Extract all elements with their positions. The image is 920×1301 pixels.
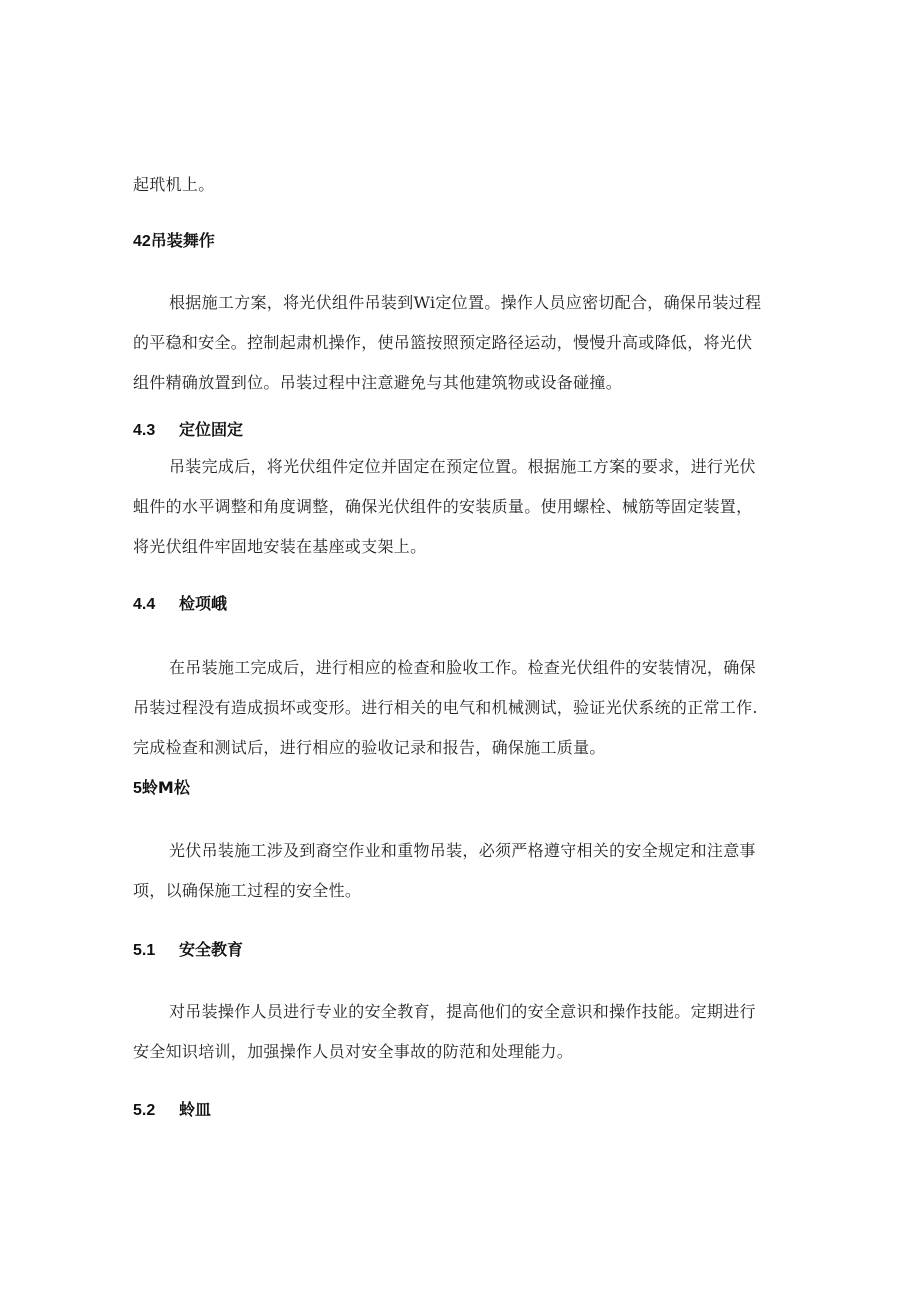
section-number: 5 (133, 780, 142, 797)
text-line: 安全知识培训，加强操作人员对安全事故的防范和处理能力。 (133, 1042, 574, 1061)
section-title: 定位固定 (179, 420, 244, 439)
paragraph-inspection-acceptance (133, 648, 785, 768)
text-line: 吊装过程没有造成损坏或变形。进行相关的电气和机械测试，验证光伏系统的正常工作. (133, 698, 758, 717)
paragraph-hoisting-operation (133, 283, 785, 403)
section-title: 蛉M松 (141, 778, 190, 797)
section-heading-4-3 (133, 417, 243, 440)
text-line: 将光伏组件牢固地安装在基座或支架上。 (133, 537, 427, 556)
section-number: 5.2 (133, 1102, 156, 1119)
section-heading-4-4 (133, 591, 227, 614)
section-number: 42 (133, 233, 151, 250)
section-title: 检项峨 (179, 594, 228, 613)
section-heading-5-1 (133, 937, 243, 960)
section-title: 吊装舞作 (150, 231, 215, 250)
section-number: 4.4 (133, 596, 156, 613)
section-number: 5.1 (133, 942, 156, 959)
text-line: 组件精确放置到位。吊装过程中注意避免与其他建筑物或设备碰撞。 (133, 373, 623, 392)
section-heading-5-2 (133, 1097, 211, 1120)
section-heading-4-2 (133, 228, 215, 251)
section-title: 安全教育 (179, 940, 244, 959)
text-line: 蛆件的水平调整和角度调整，确保光伏组件的安装质量。使用螺栓、械筋等固定装置， (133, 497, 753, 516)
section-title: 蛉皿 (179, 1100, 212, 1119)
text-line: 吊装完成后，将光伏组件定位并固定在预定位置。根据施工方案的要求，进行光伏 (169, 457, 756, 476)
text-line: 起玳机上。 (133, 175, 215, 194)
paragraph-positioning-fixing (133, 447, 785, 567)
section-number: 4.3 (133, 422, 156, 439)
text-line: 在吊装施工完成后，进行相应的检查和脸收工作。检查光伏组件的安装情况，确保 (169, 658, 756, 677)
text-line: 完成检查和测试后，进行相应的验收记录和报告，确保施工质量。 (133, 738, 606, 757)
text-line: 的平稳和安全。控制起肃机操作，使吊篮按照预定路径运动，慢慢升高或降低，将光伏 (133, 333, 753, 352)
text-line: 项，以确保施工过程的安全性。 (133, 881, 362, 900)
paragraph-safety-education (133, 992, 785, 1072)
text-line: 对吊装操作人员进行专业的安全教育，提高他们的安全意识和操作技能。定期进行 (169, 1002, 756, 1021)
paragraph-safety-intro (133, 831, 785, 911)
paragraph-continuation (133, 165, 785, 205)
text-line: 光伏吊装施工涉及到裔空作业和重物吊装，必须严格遵守相关的安全规定和注意事 (169, 841, 756, 860)
section-heading-5 (133, 775, 190, 798)
text-line: 根据施工方案，将光伏组件吊装到Wi定位置。操作人员应密切配合，确保吊装过程 (169, 293, 762, 312)
